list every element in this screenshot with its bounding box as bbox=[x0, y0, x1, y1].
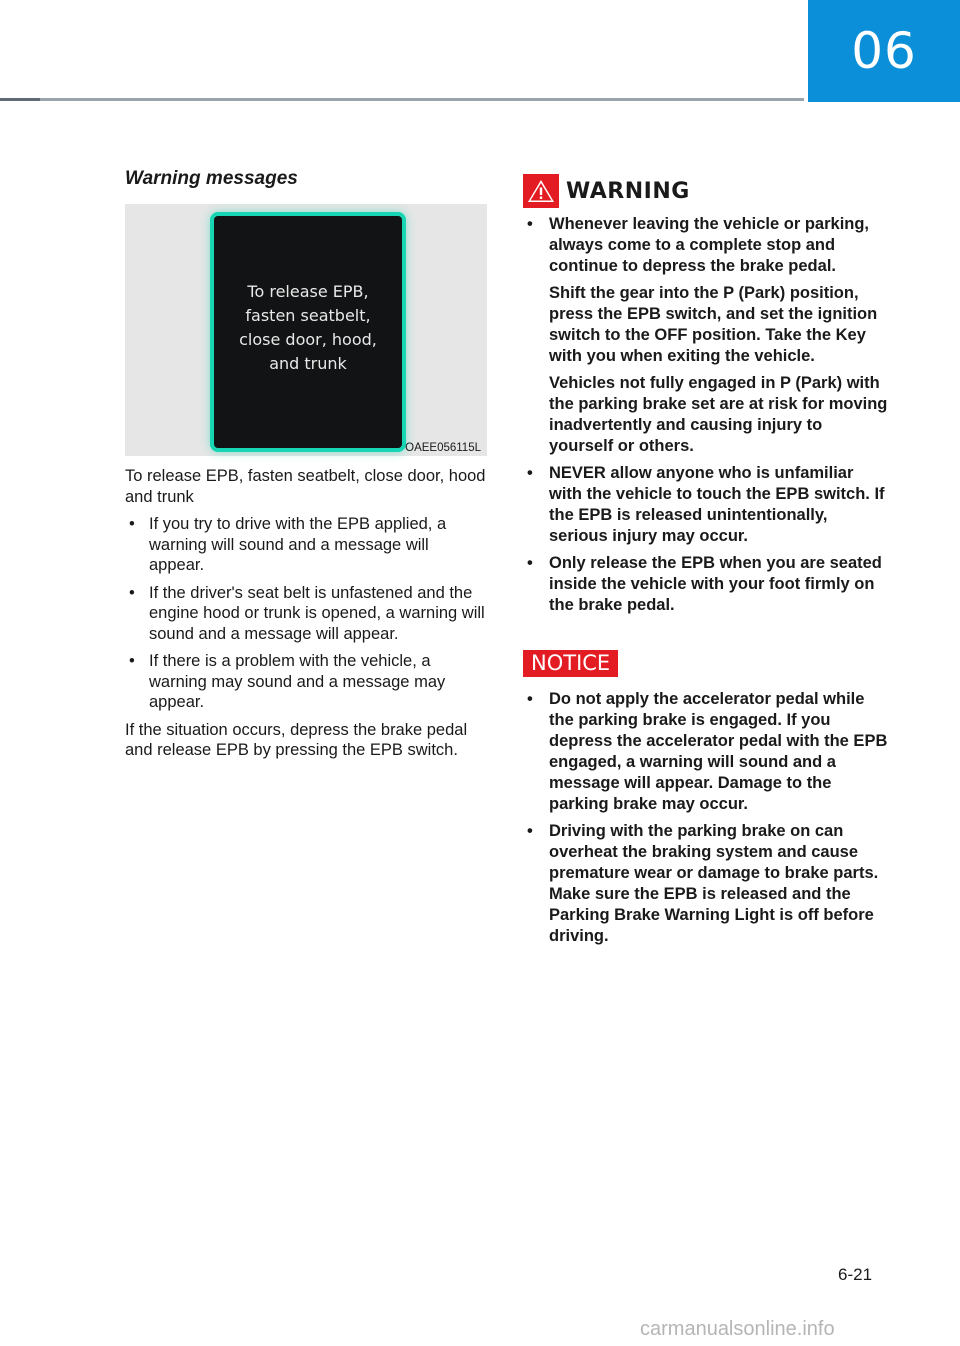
screen-line: close door, hood, bbox=[239, 330, 377, 349]
header-rule-accent bbox=[0, 98, 40, 101]
cluster-message-figure bbox=[125, 204, 487, 456]
screen-line: and trunk bbox=[269, 354, 347, 373]
notice-badge: NOTICE bbox=[523, 650, 618, 677]
left-column bbox=[125, 168, 487, 761]
right-column bbox=[523, 172, 889, 953]
notice-list bbox=[523, 689, 889, 947]
list-item: • If you try to drive with the EPB applied, a warning will sound and a message will appear. bbox=[125, 514, 487, 576]
list-item: • If there is a problem with the vehicle, a warning may sound and a message may appear. bbox=[125, 651, 487, 713]
page-number: 6-21 bbox=[838, 1265, 873, 1284]
cluster-display bbox=[214, 216, 402, 448]
figure-code: OAEE056115L bbox=[405, 442, 481, 454]
list-item: • NEVER allow anyone who is unfamiliar with the vehicle to touch the EPB switch. If the EPB is released unintentionally, serious injury may occur. bbox=[523, 463, 889, 547]
closing-paragraph: If the situation occurs, depress the brake pedal and release EPB by pressing the EPB switch. bbox=[125, 720, 468, 759]
warning-header bbox=[523, 172, 889, 210]
list-item bbox=[523, 214, 889, 457]
chapter-tab: 06 bbox=[808, 0, 960, 102]
warning-triangle-icon bbox=[523, 174, 559, 208]
warning-title: WARNING bbox=[566, 178, 690, 204]
list-item: • Only release the EPB when you are seated inside the vehicle with your foot firmly on the brake pedal. bbox=[523, 553, 889, 616]
screen-line: fasten seatbelt, bbox=[245, 306, 371, 325]
list-item: • Driving with the parking brake on can overheat the braking system and cause premature wear or damage to brake parts. Make sure the EPB is released and the Parking Brake Warning Light is off before driving. bbox=[523, 821, 889, 947]
screen-line: To release EPB, bbox=[247, 282, 369, 301]
list-item: • If the driver's seat belt is unfastened and the engine hood or trunk is opened, a warning will sound and a message will appear. bbox=[125, 583, 487, 645]
warning-list bbox=[523, 214, 889, 616]
warning-item-paragraph: Shift the gear into the P (Park) position, press the EPB switch, and set the ignition switch to the OFF position. Take the Key with you when exiting the vehicle. bbox=[549, 284, 878, 365]
warning-item-paragraph: Vehicles not fully engaged in P (Park) with the parking brake set are at risk for moving inadvertently and causing injury to yourself or others. bbox=[549, 374, 888, 455]
figure-caption: To release EPB, fasten seatbelt, close door, hood and trunk bbox=[125, 467, 486, 506]
header-rule bbox=[0, 98, 804, 101]
list-item: • Do not apply the accelerator pedal while the parking brake is engaged. If you depress the accelerator pedal with the EPB engaged, a warning will sound and a message will appear. Damage to the parking brake may occur. bbox=[523, 689, 889, 815]
cluster-display-message bbox=[214, 280, 402, 376]
warning-conditions-list bbox=[125, 514, 487, 713]
watermark: carmanualsonline.info bbox=[640, 1318, 835, 1340]
section-title: Warning messages bbox=[125, 168, 298, 189]
warning-item-lead: Whenever leaving the vehicle or parking, always come to a complete stop and continue to depress the brake pedal. bbox=[549, 215, 870, 275]
